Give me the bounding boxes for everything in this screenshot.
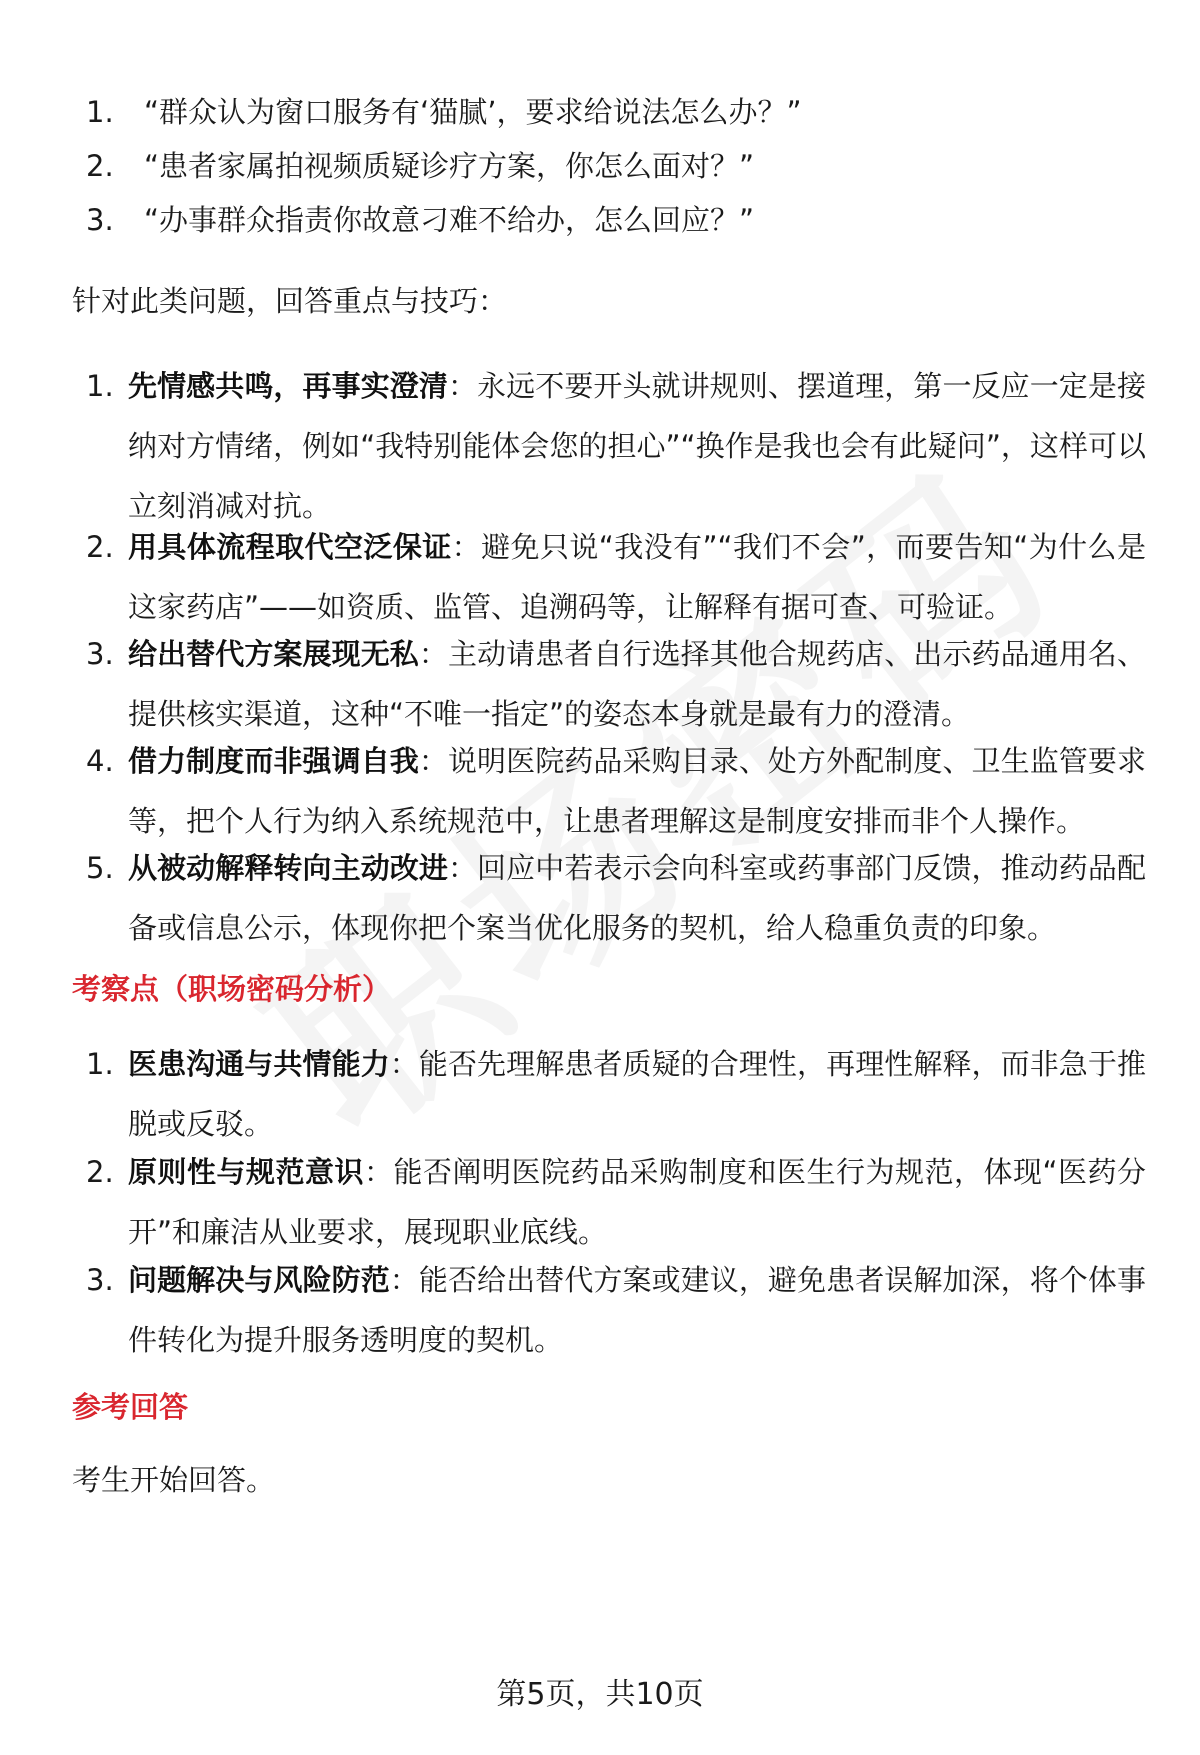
point-item bbox=[86, 1142, 1146, 1262]
tip-item bbox=[86, 731, 1146, 851]
answer-paragraph: 考生开始回答。 bbox=[72, 1463, 276, 1497]
list-number: 1. bbox=[86, 369, 114, 403]
list-number: 2. bbox=[86, 1155, 114, 1189]
list-number: 3. bbox=[86, 203, 114, 237]
list-number: 2. bbox=[86, 530, 114, 564]
tip-text: ：避免只说“我没有”“我们不会”，而要告知“为什么是这家药店”——如资质、监管、追溯码等，让解释有据可查、可验证。 bbox=[128, 530, 1146, 624]
section-heading-answer: 参考回答 bbox=[72, 1390, 189, 1424]
list-number: 5. bbox=[86, 851, 114, 885]
section-heading-points: 考察点（职场密码分析） bbox=[72, 972, 392, 1006]
tip-item bbox=[86, 624, 1146, 744]
list-number: 1. bbox=[86, 95, 114, 129]
point-text: ：能否先理解患者质疑的合理性，再理性解释，而非急于推脱或反驳。 bbox=[128, 1047, 1146, 1141]
list-number: 3. bbox=[86, 637, 114, 671]
tip-item bbox=[86, 356, 1146, 536]
point-title: 问题解决与风险防范 bbox=[128, 1263, 390, 1297]
tip-item bbox=[86, 517, 1146, 637]
list-number: 3. bbox=[86, 1263, 114, 1297]
tip-title: 用具体流程取代空泛保证 bbox=[128, 530, 452, 564]
tip-text: ：永远不要开头就讲规则、摆道理，第一反应一定是接纳对方情绪，例如“我特别能体会您的担心”“换作是我也会有此疑问”，这样可以立刻消减对抗。 bbox=[128, 369, 1146, 523]
tip-title: 给出替代方案展现无私 bbox=[128, 637, 419, 671]
point-text: ：能否给出替代方案或建议，避免患者误解加深，将个体事件转化为提升服务透明度的契机。 bbox=[128, 1263, 1146, 1357]
tip-title: 借力制度而非强调自我 bbox=[128, 744, 419, 778]
question-text: “患者家属拍视频质疑诊疗方案，你怎么面对？” bbox=[144, 149, 755, 183]
question-text: “办事群众指责你故意刁难不给办，怎么回应？” bbox=[144, 203, 755, 237]
list-number: 1. bbox=[86, 1047, 114, 1081]
tip-text: ：回应中若表示会向科室或药事部门反馈，推动药品配备或信息公示，体现你把个案当优化服务的契机，给人稳重负责的印象。 bbox=[128, 851, 1146, 945]
intro-paragraph: 针对此类问题，回答重点与技巧： bbox=[72, 284, 508, 318]
question-text: “群众认为窗口服务有‘猫腻’，要求给说法怎么办？” bbox=[144, 95, 802, 129]
list-number: 4. bbox=[86, 744, 114, 778]
tip-item bbox=[86, 838, 1146, 958]
point-title: 原则性与规范意识 bbox=[128, 1155, 364, 1189]
point-title: 医患沟通与共情能力 bbox=[128, 1047, 390, 1081]
list-number: 2. bbox=[86, 149, 114, 183]
page-footer: 第5页，共10页 bbox=[496, 1677, 704, 1712]
tip-text: ：主动请患者自行选择其他合规药店、出示药品通用名、提供核实渠道，这种“不唯一指定”的姿态本身就是最有力的澄清。 bbox=[128, 637, 1146, 731]
tip-title: 先情感共鸣，再事实澄清 bbox=[128, 369, 448, 403]
point-text: ：能否阐明医院药品采购制度和医生行为规范，体现“医药分开”和廉洁从业要求，展现职业底线。 bbox=[128, 1155, 1146, 1249]
tip-title: 从被动解释转向主动改进 bbox=[128, 851, 448, 885]
point-item bbox=[86, 1250, 1146, 1370]
point-item bbox=[86, 1034, 1146, 1154]
tip-text: ：说明医院药品采购目录、处方外配制度、卫生监管要求等，把个人行为纳入系统规范中，让患者理解这是制度安排而非个人操作。 bbox=[128, 744, 1146, 838]
